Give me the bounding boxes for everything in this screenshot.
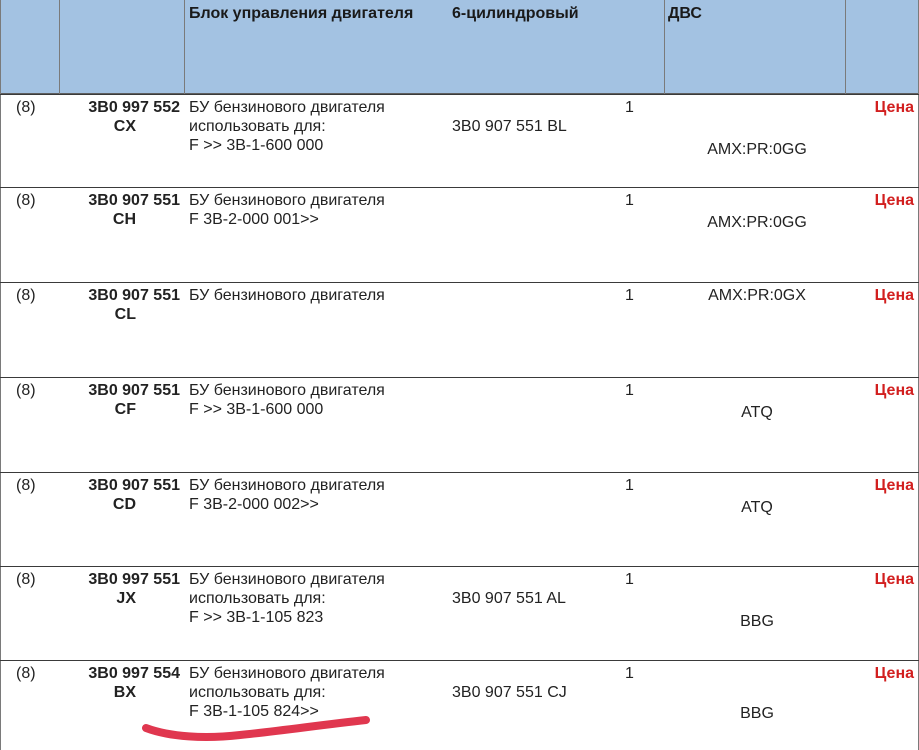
part-description: БУ бензинового двигателя использовать для: F >> 3B-1-600 000: [189, 99, 385, 154]
table-row[interactable]: [0, 187, 919, 279]
column-divider: [664, 0, 665, 94]
header-variant: 6-цилиндровый: [452, 5, 579, 22]
replacement-part-number: 3B0 907 551 CJ: [452, 684, 567, 701]
row-index: (8): [16, 192, 36, 209]
price-link[interactable]: Цена: [874, 665, 914, 682]
row-index: (8): [16, 99, 36, 116]
part-number[interactable]: 3B0 907 551 CH: [88, 192, 180, 228]
header-description: Блок управления двигателя: [189, 5, 414, 22]
quantity: 1: [625, 192, 634, 209]
part-description: БУ бензинового двигателя: [189, 287, 385, 304]
quantity: 1: [625, 99, 634, 116]
engine-code: BBG: [740, 705, 774, 722]
table-row[interactable]: [0, 377, 919, 469]
part-description: БУ бензинового двигателя F 3B-2-000 002>>: [189, 477, 385, 513]
quantity: 1: [625, 382, 634, 399]
column-divider: [184, 0, 185, 94]
part-number[interactable]: 3B0 907 551 CD: [88, 477, 180, 513]
column-divider: [845, 0, 846, 94]
table-row[interactable]: [0, 472, 919, 564]
row-index: (8): [16, 382, 36, 399]
part-description: БУ бензинового двигателя использовать для: F 3B-1-105 824>>: [189, 665, 385, 720]
price-link[interactable]: Цена: [874, 382, 914, 399]
engine-code: ATQ: [741, 404, 773, 421]
quantity: 1: [625, 665, 634, 682]
part-description: БУ бензинового двигателя использовать для: F >> 3B-1-105 823: [189, 571, 385, 626]
part-number[interactable]: 3B0 997 552 CX: [88, 99, 180, 135]
table-row[interactable]: [0, 282, 919, 374]
row-index: (8): [16, 665, 36, 682]
price-link[interactable]: Цена: [874, 99, 914, 116]
quantity: 1: [625, 571, 634, 588]
table-header: [0, 0, 919, 94]
header-engine: ДВС: [668, 5, 702, 22]
table-row[interactable]: [0, 94, 919, 186]
table-row[interactable]: [0, 660, 919, 750]
engine-code: AMX:PR:0GG: [707, 141, 807, 158]
price-link[interactable]: Цена: [874, 287, 914, 304]
replacement-part-number: 3B0 907 551 BL: [452, 118, 567, 135]
replacement-part-number: 3B0 907 551 AL: [452, 590, 566, 607]
quantity: 1: [625, 477, 634, 494]
part-number[interactable]: 3B0 907 551 CL: [88, 287, 180, 323]
engine-code: AMX:PR:0GG: [707, 214, 807, 231]
engine-code: AMX:PR:0GX: [708, 287, 806, 304]
table-row[interactable]: [0, 566, 919, 658]
part-number[interactable]: 3B0 997 551 JX: [88, 571, 180, 607]
row-index: (8): [16, 477, 36, 494]
engine-code: BBG: [740, 613, 774, 630]
row-index: (8): [16, 571, 36, 588]
engine-code: ATQ: [741, 499, 773, 516]
column-divider: [59, 0, 60, 94]
price-link[interactable]: Цена: [874, 477, 914, 494]
part-number[interactable]: 3B0 907 551 CF: [88, 382, 180, 418]
part-description: БУ бензинового двигателя F 3B-2-000 001>>: [189, 192, 385, 228]
row-index: (8): [16, 287, 36, 304]
part-number[interactable]: 3B0 997 554 BX: [88, 665, 180, 701]
price-link[interactable]: Цена: [874, 192, 914, 209]
price-link[interactable]: Цена: [874, 571, 914, 588]
part-description: БУ бензинового двигателя F >> 3B-1-600 000: [189, 382, 385, 418]
quantity: 1: [625, 287, 634, 304]
